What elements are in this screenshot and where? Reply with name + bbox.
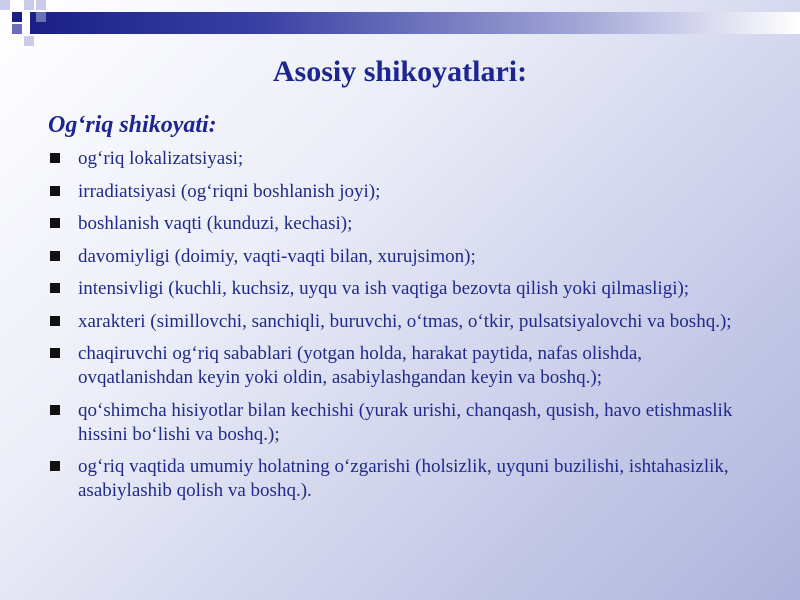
square-bullet-icon [50, 218, 60, 228]
list-item [48, 342, 748, 390]
list-item [48, 147, 748, 171]
square-bullet-icon [50, 153, 60, 163]
square-bullet-icon [50, 283, 60, 293]
header-gradient-bar [30, 12, 800, 34]
list-item-text: davomiyligi (doimiy, vaqti-vaqti bilan, xurujsimon); [78, 245, 476, 267]
slide-subtitle: Og‘riq shikoyati: [48, 112, 217, 138]
list-item-text: og‘riq lokalizatsiyasi; [78, 148, 244, 169]
list-item [48, 180, 748, 204]
list-item [48, 212, 748, 236]
list-item [48, 245, 748, 269]
list-item-text: xarakteri (simillovchi, sanchiqli, buruvchi, o‘tmas, o‘tkir, pulsatsiyalovchi va boshq.); [78, 310, 732, 332]
bullet-list [48, 147, 748, 512]
slide-title: Asosiy shikoyatlari: [272, 55, 528, 88]
list-item-text: chaqiruvchi og‘riq sabablari (yotgan holda, harakat paytida, nafas olishda, ovqatlanishdan keyin yoki oldin, asabiylashgandan keyin va boshq.); [78, 343, 642, 388]
list-item-text: boshlanish vaqti (kunduzi, kechasi); [78, 213, 353, 234]
list-item [48, 399, 748, 447]
list-item-text: irradiatsiyasi (og‘riqni boshlanish joyi); [78, 180, 381, 202]
square-bullet-icon [50, 186, 60, 196]
square-bullet-icon [50, 405, 60, 415]
square-bullet-icon [50, 348, 60, 358]
list-item-text: og‘riq vaqtida umumiy holatning o‘zgarishi (holsizlik, uyquni buzilishi, ishtahasizlik, asabiylashib qolish va boshq.). [78, 456, 729, 501]
square-bullet-icon [50, 461, 60, 471]
square-bullet-icon [50, 316, 60, 326]
list-item [48, 277, 748, 301]
list-item-text: intensivligi (kuchli, kuchsiz, uyqu va ish vaqtiga bezovta qilish yoki qilmasligi); [78, 278, 690, 299]
square-bullet-icon [50, 251, 60, 261]
list-item [48, 455, 748, 503]
list-item [48, 310, 748, 334]
list-item-text: qo‘shimcha hisiyotlar bilan kechishi (yurak urishi, chanqash, qusish, havo etishmaslik hissini bo‘lishi va boshq.); [78, 399, 733, 445]
